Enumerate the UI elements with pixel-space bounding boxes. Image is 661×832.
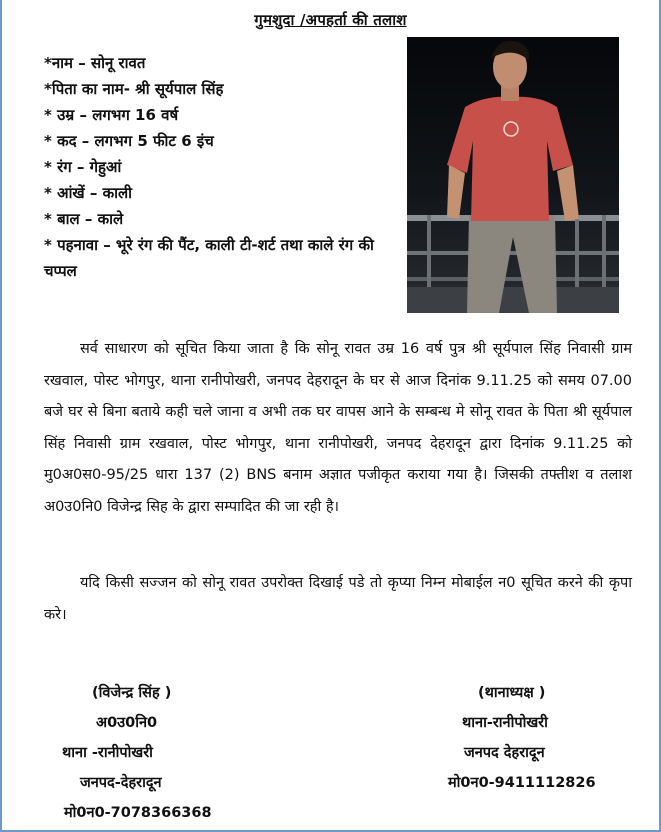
notice-paragraph-main bbox=[44, 334, 632, 523]
sho-district: जनपद देहरादून bbox=[464, 745, 545, 761]
investigator-district: जनपद-देहरादून bbox=[80, 775, 162, 791]
attr-complexion: * रंग – गेहुआं bbox=[44, 158, 122, 176]
attr-clothing: * पहनावा – भूरे रंग की पैंट, काली टी-शर्ट तथा काले रंग की चप्पल bbox=[44, 236, 374, 280]
attr-father-name: *पिता का नाम- श्री सूर्यपाल सिंह bbox=[44, 80, 224, 98]
attr-hair: * बाल – काले bbox=[44, 210, 124, 228]
notice-paragraph-appeal bbox=[44, 568, 632, 631]
investigator-rank: अ0उ0नि0 bbox=[96, 715, 158, 731]
sho-title: (थानाध्यक्ष ) bbox=[478, 685, 546, 701]
attr-name: *नाम – सोनू रावत bbox=[44, 54, 146, 72]
page-border-left bbox=[0, 0, 2, 832]
signature-block-investigator bbox=[52, 678, 252, 828]
investigator-station: थाना -रानीपोखरी bbox=[62, 745, 153, 761]
signature-block-sho bbox=[448, 678, 628, 798]
attr-age: * उम्र – लगभग 16 वर्ष bbox=[44, 106, 179, 124]
investigator-mobile: मो0न0-7078366368 bbox=[64, 805, 212, 821]
missing-person-photo bbox=[407, 37, 619, 313]
attr-eyes: * आंखें – काली bbox=[44, 184, 133, 202]
investigator-name: (विजेन्द्र सिंह ) bbox=[92, 685, 172, 701]
sho-station: थाना-रानीपोखरी bbox=[462, 715, 548, 731]
notice-title: गुमशुदा /अपहर्ता की तलाश bbox=[254, 11, 407, 29]
sho-mobile: मो0न0-9411112826 bbox=[448, 775, 596, 791]
person-attributes bbox=[44, 50, 384, 284]
notice-paragraph-main-text: सर्व साधारण को सूचित किया जाता है कि सोनू रावत उम्र 16 वर्ष पुत्र श्री सूर्यपाल सिंह निवासी ग्राम रखवाल, पोस्ट भोगपुर, थाना रानीपोखरी, जनपद देहरादून के घर से आज दिनांक 9.11.25 को समय 07.00 बजे घर से बिना बताये कही चले जाना व अभी तक घर वापस आने के सम्बन्ध मे सोनू रावत के पिता श्री सूर्यपाल सिंह निवासी ग्राम रखवाल, पोस्ट भोगपुर, थाना रानीपोखरी, जनपद देहरादून द्वारा दिनांक 9.11.25 को मु0अ0स0-95/25 धारा 137 (2) BNS बनाम अज्ञात पजीकृत कराया गया है। जिसकी तफ्तीश व तलाश अ0उ0नि0 विजेन्द्र सिह के द्वारा सम्पादित की जा रही है। bbox=[44, 341, 632, 515]
notice-paragraph-appeal-text: यदि किसी सज्जन को सोनू रावत उपरोक्त दिखाई पडे तो कृप्या निम्न मोबाईल न0 सूचित करने की कृपा करे। bbox=[44, 575, 632, 623]
attr-height: * कद – लगभग 5 फीट 6 इंच bbox=[44, 132, 214, 150]
